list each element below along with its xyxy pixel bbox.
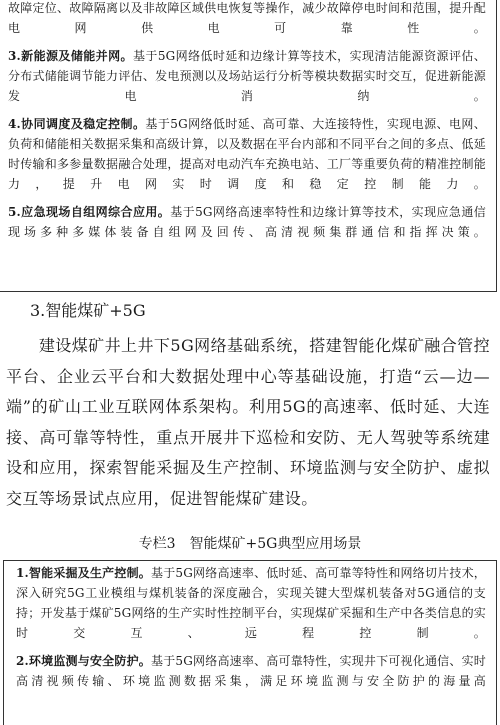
box1-p0-text: 故障定位、故障隔离以及非故障区域供电恢复等操作，减少故障停电时间和范围，提升配电网供电可靠性。 xyxy=(8,1,486,35)
box2-p2-title: 2.环境监测与安全防护。 xyxy=(16,654,151,668)
section-heading: 3.智能煤矿+5G xyxy=(30,301,146,320)
box2-paragraph-1 xyxy=(16,563,486,643)
box1-p4-text: 基于5G网络低时延、高可靠、大连接特性，实现电源、电网、负荷和储能相关数据采集和高级计算，以及数据在平台内部和不同平台之间的多点、低延时传输和多参量数据融合处理，提高对电动汽车充换电站、工厂等重要负荷的精准控制能力，提升电网实时调度和稳定控制能力。 xyxy=(8,117,486,191)
box1-paragraph-5 xyxy=(8,202,486,242)
box2-p1-text: 基于5G网络高速率、低时延、高可靠等特性和网络切片技术，深入研究5G工业模组与煤机装备的深度融合，实现关键大型煤机装备对5G通信的支持；开发基于煤矿5G网络的生产实时性控制平台，实现煤矿采掘和生产中各类信息的实时交互、远程控制。 xyxy=(16,566,486,640)
box1-p3-text: 基于5G网络低时延和边缘计算等技术，实现清洁能源资源评估、分布式储能调节能力评估、发电预测以及场站运行分析等模块数据实时交互，促进新能源发电消纳。 xyxy=(8,49,487,103)
box2-p1-title: 1.智能采掘及生产控制。 xyxy=(16,566,151,580)
box1-paragraph-4 xyxy=(8,114,486,194)
box2-paragraph-2 xyxy=(16,651,486,691)
box1-p5-title: 5.应急现场自组网综合应用。 xyxy=(8,205,171,219)
feature-box-coal-mine xyxy=(3,560,497,725)
box1-p3-title: 3.新能源及储能并网。 xyxy=(8,49,133,63)
box2-p2-text: 基于5G网络高速率、高可靠特性，实现井下可视化通信、实时高清视频传输、环境监测数据采集，满足环境监测与安全防护的海量高 xyxy=(16,654,486,688)
box1-paragraph-3 xyxy=(8,46,486,106)
box1-paragraph-0 xyxy=(8,0,486,38)
feature-box-power-grid xyxy=(0,0,497,292)
column-caption: 专栏3 智能煤矿+5G典型应用场景 xyxy=(138,536,362,552)
section-body-text: 建设煤矿井上井下5G网络基础系统，搭建智能化煤矿融合管控平台、企业云平台和大数据处理中心等基础设施，打造“云—边—端”的矿山工业互联网体系架构。利用5G的高速率、低时延、大连接、高可靠等特性，重点开展井下巡检和安防、无人驾驶等系统建设和应用，探索智能采掘及生产控制、环境监测与安全防护、虚拟交互等场景试点应用，促进智能煤矿建设。 xyxy=(6,336,490,508)
box1-p4-title: 4.协同调度及稳定控制。 xyxy=(8,117,146,131)
section-body xyxy=(6,331,490,514)
box1-p5-text: 基于5G网络高速率特性和边缘计算等技术，实现应急通信现场多种多媒体装备自组网及回传、高清视频集群通信和指挥决策。 xyxy=(8,205,486,239)
